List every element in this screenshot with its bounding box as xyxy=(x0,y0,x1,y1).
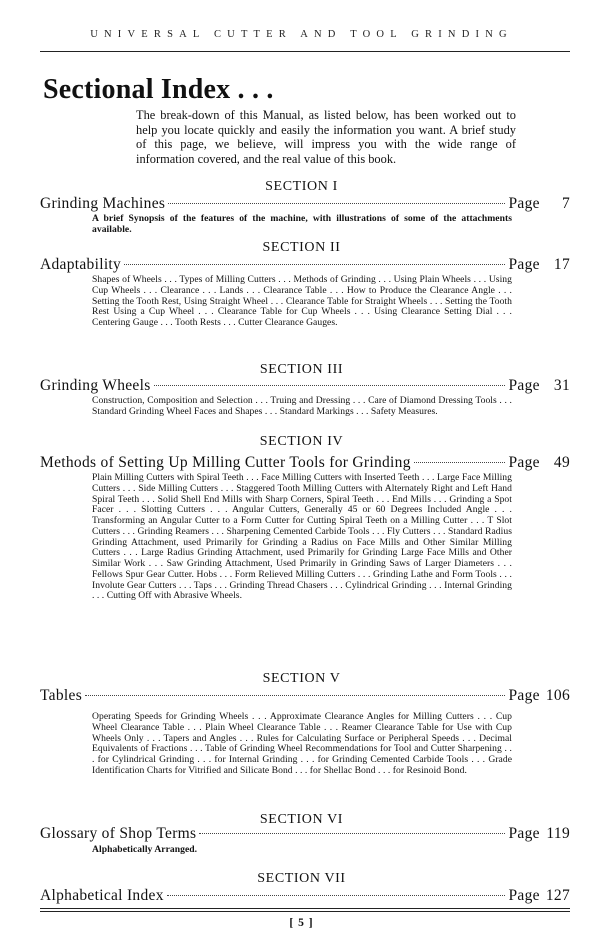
footer-rule-bottom xyxy=(40,911,570,912)
section-4-page-number: 49 xyxy=(553,454,570,471)
section-2-entry[interactable] xyxy=(40,256,570,274)
leader-dots xyxy=(199,833,505,834)
leader-dots xyxy=(154,385,506,386)
section-5-page-number: 106 xyxy=(545,687,570,704)
leader-dots xyxy=(124,264,505,265)
section-3-label: SECTION III xyxy=(259,362,344,377)
leader-dots xyxy=(167,895,506,896)
section-7-page-ref: Page 127 xyxy=(508,887,570,904)
section-5-label: SECTION V xyxy=(262,671,341,686)
page-number: [ 5 ] xyxy=(289,917,314,929)
leader-dots xyxy=(168,203,505,204)
section-6-entry[interactable] xyxy=(40,825,570,843)
section-6-page-number: 119 xyxy=(546,825,570,842)
footer-rule-top xyxy=(40,908,570,909)
section-4-label: SECTION IV xyxy=(259,434,344,449)
section-7-page-number: 127 xyxy=(545,887,570,904)
section-2-description: Shapes of Wheels . . . Types of Milling Cutters . . . Methods of Grinding . . . Using Plain Wheels . . . Using Cup Wheels . . . Clearance . . . Lands . . . Clearance Table . . . How to Produce the Clearance Angle . . . Setting the Tooth Rest, Using Straight Wheel . . . Clearance Table for Straight Wheels . . . Setting the Tooth Rest Using a Cup Wheel . . . Clearance Table for Cup Wheels . . . Using Clearance Setting Dial . . . Centering Gauge . . . Tooth Rests . . . Cutter Clearance Gauges. xyxy=(92,274,512,328)
section-3-title: Grinding Wheels xyxy=(40,377,151,394)
section-3-page-ref: Page 31 xyxy=(508,377,570,394)
section-5-description: Operating Speeds for Grinding Wheels . . . Approximate Clearance Angles for Milling Cutters . . . Cup Wheel Clearance Table . . . Plain Wheel Clearance Table . . . Reamer Clearance Table for Use with Cup Wheels Only . . . Tapers and Angles . . . Rules for Calculating Surface or Peripheral Speeds . . . Decimal Equivalents of Fractions . . . Table of Grinding Wheel Recommendations for Tool and Cutter Sharpening . . . for Cylindrical Grinding . . . for Internal Grinding . . . for Grinding Cemented Carbide Tools . . . Grade Identification Charts for Vitrified and Silicate Bond . . . for Shellac Bond . . . for Resinoid Bond. xyxy=(92,711,512,776)
section-7-title: Alphabetical Index xyxy=(40,887,164,904)
section-6-title: Glossary of Shop Terms xyxy=(40,825,197,842)
section-6-page-ref: Page 119 xyxy=(508,825,570,842)
section-1-label: SECTION I xyxy=(265,179,338,194)
leader-dots xyxy=(85,695,505,696)
section-3-description: Construction, Composition and Selection . . . Truing and Dressing . . . Care of Diamond Dressing Tools . . . Standard Grinding Wheel Faces and Shapes . . . Standard Markings . . . Safety Measures. xyxy=(92,395,512,417)
section-2-page-ref: Page 17 xyxy=(508,256,570,273)
section-3-page-number: 31 xyxy=(553,377,570,394)
section-1-entry[interactable] xyxy=(40,195,570,213)
intro-paragraph: The break-down of this Manual, as listed below, has been worked out to help you locate quickly and easily the information you want. A brief study of this page, we believe, will impress you with the wide range of information covered, and the real value of this book. xyxy=(136,108,516,166)
section-6-label: SECTION VI xyxy=(259,812,344,827)
section-4-page-ref: Page 49 xyxy=(508,454,570,471)
header-rule xyxy=(40,51,570,52)
section-3-entry[interactable] xyxy=(40,377,570,395)
running-head: UNIVERSAL CUTTER AND TOOL GRINDING xyxy=(90,29,513,40)
section-1-page-ref: Page 7 xyxy=(508,195,570,212)
section-1-page-number: 7 xyxy=(561,195,570,212)
section-7-label: SECTION VII xyxy=(257,871,346,886)
section-5-page-ref: Page 106 xyxy=(508,687,570,704)
section-5-entry[interactable] xyxy=(40,687,570,705)
section-6-description: Alphabetically Arranged. xyxy=(92,844,198,855)
section-2-title: Adaptability xyxy=(40,256,122,273)
section-4-description: Plain Milling Cutters with Spiral Teeth . . . Face Milling Cutters with Inserted Teeth . . . Large Face Milling Cutters . . . Side Milling Cutters . . . Staggered Tooth Milling Cutters with Alternately Right and Left Hand Spiral Teeth . . . Solid Shell End Mills with Sharp Corners, Spiral Teeth . . . End Mills . . . Grinding a Spot Facer . . . Slotting Cutters . . . Angular Cutters, Generally 45 or 60 Degrees Included Angle . . . Transforming an Angular Cutter to a Form Cutter for Cutting Spiral Teeth on a Milling Cutter . . . T Slot Cutters . . . Grinding Reamers . . . Sharpening Cemented Carbide Tools . . . Fly Cutters . . . Standard Radius Grinding Attachment, used Primarily for Grinding a Radius on Face Mills and Other Similar Milling Cutters . . . Large Radius Grinding Attachment, used Primarily for Grinding Large Face Mills and Other Similar Work . . . Saw Grinding Attachment, Used Primarily in Grinding Saws of Larger Diameters . . . Fellows Spur Gear Cutter. Hobs . . . Form Relieved Milling Cutters . . . Grinding Lathe and Form Tools . . . Involute Gear Cutters . . . Taps . . . Grinding Thread Chasers . . . Cylindrical Grinding . . . Internal Grinding . . . Cutting Off with Abrasive Wheels. xyxy=(92,472,512,602)
section-1-description: A brief Synopsis of the features of the machine, with illustrations of some of the attachments available. xyxy=(92,213,512,235)
section-2-page-number: 17 xyxy=(553,256,570,273)
section-4-title: Methods of Setting Up Milling Cutter Tools for Grinding xyxy=(40,454,411,471)
page-title: Sectional Index . . . xyxy=(43,74,274,105)
section-1-title: Grinding Machines xyxy=(40,195,166,212)
section-5-title: Tables xyxy=(40,687,83,704)
leader-dots xyxy=(414,462,506,463)
section-7-entry[interactable] xyxy=(40,887,570,905)
section-4-entry[interactable] xyxy=(40,454,570,472)
section-2-label: SECTION II xyxy=(262,240,341,255)
